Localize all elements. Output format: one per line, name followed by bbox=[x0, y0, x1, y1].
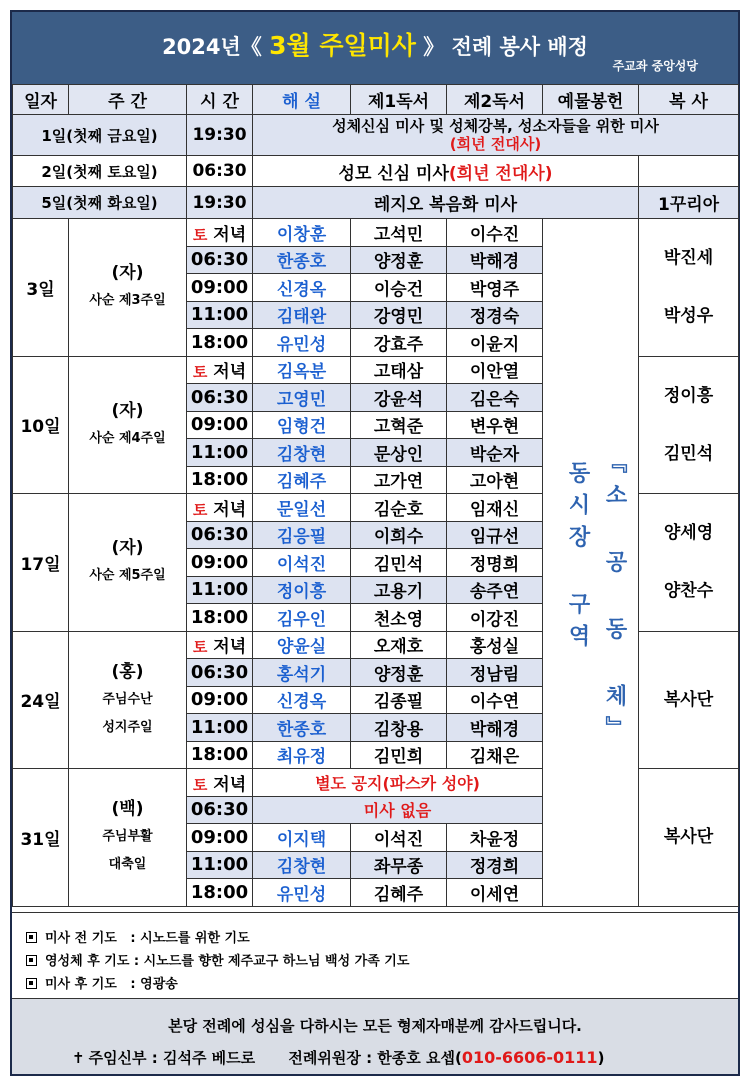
commentator-name: 김혜주 bbox=[253, 466, 351, 494]
special-mass-row bbox=[13, 187, 739, 219]
bullet-square-icon bbox=[26, 978, 37, 989]
commentator-name: 유민성 bbox=[253, 879, 351, 907]
commentator-name: 김옥분 bbox=[253, 356, 351, 384]
title-highlight: 3월 주일미사 bbox=[269, 31, 416, 60]
mass-notice: 미사 없음 bbox=[253, 796, 543, 824]
saturday-evening-label bbox=[187, 356, 253, 384]
reader2-name: 박해경 bbox=[447, 714, 543, 742]
special-indulgence: (희년 전대사) bbox=[449, 135, 542, 153]
liturgical-color: (백) bbox=[111, 799, 144, 820]
saturday-mark: 토 bbox=[192, 225, 208, 244]
col-reader2: 제2독서 bbox=[447, 85, 543, 115]
altar-servers bbox=[639, 494, 739, 632]
reader2-name: 고아현 bbox=[447, 466, 543, 494]
reader2-name: 정남림 bbox=[447, 659, 543, 687]
liturgical-color: (자) bbox=[111, 538, 144, 559]
liturgical-week bbox=[69, 631, 187, 769]
reader2-name: 임재신 bbox=[447, 494, 543, 522]
special-mass-row bbox=[13, 156, 739, 187]
commentator-name: 유민성 bbox=[253, 329, 351, 357]
special-server: 1꾸리아 bbox=[639, 187, 739, 219]
commentator-name: 양윤실 bbox=[253, 631, 351, 659]
reader1-name: 이승건 bbox=[351, 274, 447, 302]
mass-time: 11:00 bbox=[187, 439, 253, 467]
special-time: 19:30 bbox=[187, 115, 253, 156]
note-item bbox=[26, 950, 409, 969]
special-text: 성모 신심 미사 bbox=[338, 163, 449, 184]
evening-label: 저녁 bbox=[213, 362, 247, 383]
reader2-name: 이수연 bbox=[447, 686, 543, 714]
reader2-name: 정명희 bbox=[447, 549, 543, 577]
prayer-notes bbox=[12, 912, 738, 992]
special-time: 06:30 bbox=[187, 156, 253, 187]
col-server: 복 사 bbox=[639, 85, 739, 115]
reader2-name: 이강진 bbox=[447, 604, 543, 632]
commentator-name: 임형건 bbox=[253, 411, 351, 439]
liturgical-name-line2: 성지주일 bbox=[102, 719, 153, 735]
mass-time: 11:00 bbox=[187, 301, 253, 329]
mass-time: 09:00 bbox=[187, 549, 253, 577]
server-name: 복사단 bbox=[663, 827, 714, 848]
mass-time: 06:30 bbox=[187, 246, 253, 274]
reader2-name: 변우현 bbox=[447, 411, 543, 439]
reader1-name: 오재호 bbox=[351, 631, 447, 659]
special-day: 1일(첫째 금요일) bbox=[13, 115, 187, 156]
reader2-name: 차윤정 bbox=[447, 824, 543, 852]
commentator-name: 김태완 bbox=[253, 301, 351, 329]
altar-servers bbox=[639, 219, 739, 357]
liturgical-week bbox=[69, 769, 187, 907]
footer bbox=[12, 998, 738, 1074]
reader1-name: 강윤석 bbox=[351, 384, 447, 412]
special-description bbox=[253, 156, 639, 187]
commentator-name: 홍석기 bbox=[253, 659, 351, 687]
mass-time: 09:00 bbox=[187, 274, 253, 302]
note-item bbox=[26, 973, 178, 992]
mass-time: 09:00 bbox=[187, 686, 253, 714]
reader2-name: 이수진 bbox=[447, 219, 543, 247]
special-mass-row bbox=[13, 115, 739, 156]
column-header-row bbox=[13, 85, 739, 115]
evening-label: 저녁 bbox=[213, 499, 247, 520]
mass-time: 06:30 bbox=[187, 659, 253, 687]
reader1-name: 이석진 bbox=[351, 824, 447, 852]
title-year: 2024년 bbox=[162, 35, 241, 59]
server-name: 양찬수 bbox=[663, 581, 714, 602]
mass-time: 06:30 bbox=[187, 384, 253, 412]
phone-close-paren: ) bbox=[597, 1049, 605, 1067]
commentator-name: 신경옥 bbox=[253, 274, 351, 302]
mass-time: 18:00 bbox=[187, 604, 253, 632]
liturgical-name: 주님수난 bbox=[102, 691, 153, 707]
altar-servers bbox=[639, 356, 739, 494]
commentator-name: 신경옥 bbox=[253, 686, 351, 714]
commentator-name: 고영민 bbox=[253, 384, 351, 412]
commentator-name: 정이흥 bbox=[253, 576, 351, 604]
mass-time: 18:00 bbox=[187, 741, 253, 769]
liturgical-color: (홍) bbox=[111, 661, 144, 682]
commentator-name: 이석진 bbox=[253, 549, 351, 577]
commentator-name: 문일선 bbox=[253, 494, 351, 522]
cross-icon: ✝ bbox=[72, 1049, 85, 1067]
mass-time: 09:00 bbox=[187, 824, 253, 852]
col-offering: 예물봉헌 bbox=[543, 85, 639, 115]
server-name: 박진세 bbox=[663, 248, 714, 269]
reader1-name: 양정훈 bbox=[351, 246, 447, 274]
mass-time: 11:00 bbox=[187, 576, 253, 604]
saturday-mark: 토 bbox=[192, 500, 208, 519]
title-bracket-open: 《 bbox=[240, 35, 262, 59]
liturgical-week bbox=[69, 356, 187, 494]
reader2-name: 홍성실 bbox=[447, 631, 543, 659]
col-time: 시 간 bbox=[187, 85, 253, 115]
commentator-name: 이창훈 bbox=[253, 219, 351, 247]
liturgical-name: 사순 제4주일 bbox=[89, 430, 166, 446]
reader1-name: 김순호 bbox=[351, 494, 447, 522]
signature-line bbox=[72, 1047, 604, 1068]
liturgical-name: 사순 제3주일 bbox=[89, 293, 166, 309]
commentator-name: 이지택 bbox=[253, 824, 351, 852]
altar-servers bbox=[639, 631, 739, 769]
reader1-name: 고석민 bbox=[351, 219, 447, 247]
special-text: 성체신심 미사 및 성체강복, 성소자들을 위한 미사 bbox=[332, 117, 659, 135]
altar-servers bbox=[639, 769, 739, 907]
schedule-table bbox=[12, 84, 739, 907]
commentator-name: 김창현 bbox=[253, 851, 351, 879]
special-day: 2일(첫째 토요일) bbox=[13, 156, 187, 187]
reader1-name: 김민석 bbox=[351, 549, 447, 577]
sunday-date: 17일 bbox=[13, 494, 69, 632]
reader1-name: 김창용 bbox=[351, 714, 447, 742]
reader1-name: 김민희 bbox=[351, 741, 447, 769]
mass-time: 18:00 bbox=[187, 329, 253, 357]
commentator-name: 김우인 bbox=[253, 604, 351, 632]
reader2-name: 정경숙 bbox=[447, 301, 543, 329]
title-bracket-close: 》 bbox=[423, 35, 445, 59]
mass-time: 11:00 bbox=[187, 851, 253, 879]
col-reader1: 제1독서 bbox=[351, 85, 447, 115]
reader1-name: 이희수 bbox=[351, 521, 447, 549]
note-text: 미사 전 기도 : 시노드를 위한 기도 bbox=[45, 931, 250, 946]
mass-row bbox=[13, 219, 739, 247]
mass-time: 11:00 bbox=[187, 714, 253, 742]
col-date: 일자 bbox=[13, 85, 69, 115]
reader1-name: 김종필 bbox=[351, 686, 447, 714]
offering-group-name: 『소 공 동 체』 bbox=[602, 451, 627, 748]
reader1-name: 천소영 bbox=[351, 604, 447, 632]
server-name: 박성우 bbox=[663, 306, 714, 327]
mass-time: 09:00 bbox=[187, 411, 253, 439]
reader2-name: 이윤지 bbox=[447, 329, 543, 357]
evening-label: 저녁 bbox=[213, 774, 247, 795]
server-name: 정이흥 bbox=[663, 385, 714, 406]
mass-time: 06:30 bbox=[187, 521, 253, 549]
note-item bbox=[26, 927, 250, 946]
parish-name: 주교좌 중앙성당 bbox=[612, 59, 698, 73]
reader1-name: 고태삼 bbox=[351, 356, 447, 384]
reader2-name: 정경희 bbox=[447, 851, 543, 879]
mass-notice: 별도 공지(파스카 성야) bbox=[253, 769, 543, 797]
liturgical-week bbox=[69, 494, 187, 632]
mass-time: 18:00 bbox=[187, 466, 253, 494]
special-day: 5일(첫째 화요일) bbox=[13, 187, 187, 219]
liturgical-name: 주님부활 bbox=[102, 829, 153, 845]
bullet-square-icon bbox=[26, 955, 37, 966]
col-week: 주 간 bbox=[69, 85, 187, 115]
evening-label: 저녁 bbox=[213, 637, 247, 658]
reader2-name: 이세연 bbox=[447, 879, 543, 907]
reader2-name: 박순자 bbox=[447, 439, 543, 467]
phone-number: 010-6606-0111 bbox=[461, 1048, 598, 1067]
commentator-name: 한종호 bbox=[253, 714, 351, 742]
special-time: 19:30 bbox=[187, 187, 253, 219]
liturgical-color: (자) bbox=[111, 263, 144, 284]
bullet-square-icon bbox=[26, 932, 37, 943]
commentator-name: 한종호 bbox=[253, 246, 351, 274]
saturday-evening-label bbox=[187, 219, 253, 247]
saturday-evening-label bbox=[187, 631, 253, 659]
reader1-name: 고가연 bbox=[351, 466, 447, 494]
special-server bbox=[639, 156, 739, 187]
commentator-name: 김창현 bbox=[253, 439, 351, 467]
thanks-message: 본당 전례에 성심을 다하시는 모든 형제자매분께 감사드립니다. bbox=[168, 1017, 582, 1035]
schedule-page bbox=[10, 10, 740, 1076]
col-commentary: 해 설 bbox=[253, 85, 351, 115]
sunday-date: 10일 bbox=[13, 356, 69, 494]
reader1-name: 양정훈 bbox=[351, 659, 447, 687]
special-description: 레지오 복음화 미사 bbox=[253, 187, 639, 219]
saturday-mark: 토 bbox=[192, 638, 208, 657]
liturgical-name-line2: 대축일 bbox=[108, 857, 147, 873]
saturday-evening-label bbox=[187, 769, 253, 797]
sunday-date: 31일 bbox=[13, 769, 69, 907]
saturday-evening-label bbox=[187, 494, 253, 522]
evening-label: 저녁 bbox=[213, 224, 247, 245]
sunday-date: 24일 bbox=[13, 631, 69, 769]
mass-time: 06:30 bbox=[187, 796, 253, 824]
committee-chair: 전례위원장 : 한종호 요셉( bbox=[288, 1049, 462, 1067]
offering-group bbox=[543, 219, 639, 907]
special-description bbox=[253, 115, 739, 156]
saturday-mark: 토 bbox=[192, 775, 208, 794]
reader1-name: 고혁준 bbox=[351, 411, 447, 439]
server-name: 양세영 bbox=[663, 523, 714, 544]
reader2-name: 박해경 bbox=[447, 246, 543, 274]
reader1-name: 좌무종 bbox=[351, 851, 447, 879]
sunday-date: 3일 bbox=[13, 219, 69, 357]
reader2-name: 임규선 bbox=[447, 521, 543, 549]
commentator-name: 최유정 bbox=[253, 741, 351, 769]
reader2-name: 이안열 bbox=[447, 356, 543, 384]
saturday-mark: 토 bbox=[192, 363, 208, 382]
reader1-name: 강효주 bbox=[351, 329, 447, 357]
reader1-name: 김혜주 bbox=[351, 879, 447, 907]
server-name: 김민석 bbox=[663, 443, 714, 464]
special-indulgence: (희년 전대사) bbox=[448, 163, 553, 184]
title-rest: 전례 봉사 배정 bbox=[451, 35, 588, 59]
server-name: 복사단 bbox=[663, 689, 714, 710]
reader1-name: 강영민 bbox=[351, 301, 447, 329]
pastor-name: 주임신부 : 김석주 베드로 bbox=[88, 1049, 256, 1067]
reader2-name: 김은숙 bbox=[447, 384, 543, 412]
reader1-name: 문상인 bbox=[351, 439, 447, 467]
reader2-name: 김채은 bbox=[447, 741, 543, 769]
note-text: 미사 후 기도 : 영광송 bbox=[45, 977, 178, 992]
commentator-name: 김응필 bbox=[253, 521, 351, 549]
reader2-name: 박영주 bbox=[447, 274, 543, 302]
mass-time: 18:00 bbox=[187, 879, 253, 907]
header-banner bbox=[12, 12, 738, 84]
reader1-name: 고용기 bbox=[351, 576, 447, 604]
liturgical-name: 사순 제5주일 bbox=[89, 568, 166, 584]
liturgical-week bbox=[69, 219, 187, 357]
note-text: 영성체 후 기도 : 시노드를 향한 제주교구 하느님 백성 가족 기도 bbox=[45, 954, 410, 969]
reader2-name: 송주연 bbox=[447, 576, 543, 604]
offering-group-area: 동시장 구역 bbox=[565, 461, 590, 656]
liturgical-color: (자) bbox=[111, 400, 144, 421]
